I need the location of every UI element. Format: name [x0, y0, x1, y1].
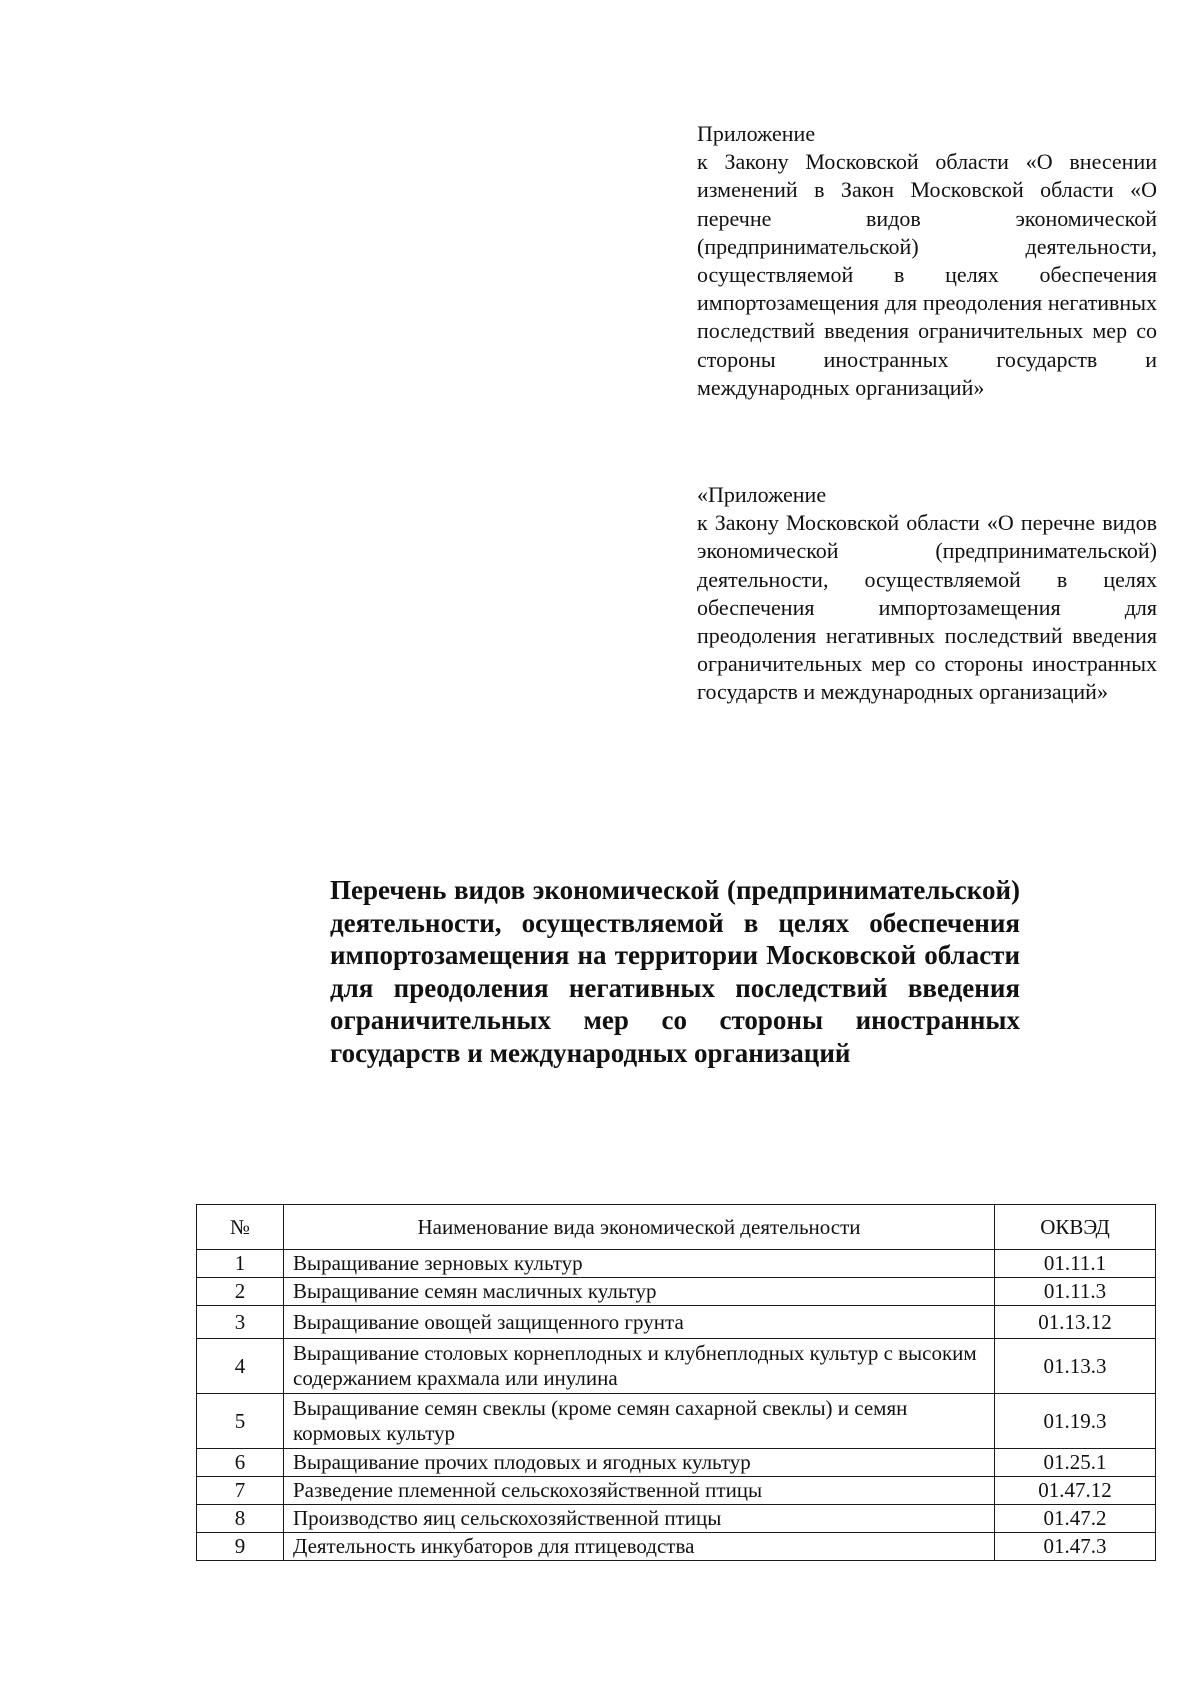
activity-name: Производство яиц сельскохозяйственной птицы — [284, 1505, 995, 1533]
appendix-note-amendment — [697, 120, 1157, 402]
appendix-heading: «Приложение — [697, 482, 827, 507]
row-number: 1 — [197, 1250, 284, 1278]
table-header-row — [197, 1205, 1156, 1250]
table-row — [197, 1505, 1156, 1533]
okved-code: 01.25.1 — [995, 1449, 1156, 1477]
activity-name: Деятельность инкубаторов для птицеводства — [284, 1533, 995, 1561]
activity-name: Выращивание прочих плодовых и ягодных культур — [284, 1449, 995, 1477]
activity-name: Выращивание зерновых культур — [284, 1250, 995, 1278]
row-number: 6 — [197, 1449, 284, 1477]
document-title: Перечень видов экономической (предпринимательской) деятельности, осуществляемой в целях обеспечения импортозамещения на территории Московской области для преодоления негативных последствий введения ограничительных мер со стороны иностранных государств и международных организаций — [330, 875, 1020, 1068]
row-number: 4 — [197, 1339, 284, 1394]
table-row — [197, 1278, 1156, 1306]
column-header-name: Наименование вида экономической деятельности — [284, 1205, 995, 1250]
okved-code: 01.47.2 — [995, 1505, 1156, 1533]
okved-code: 01.19.3 — [995, 1394, 1156, 1449]
column-header-okved: ОКВЭД — [995, 1205, 1156, 1250]
row-number: 9 — [197, 1533, 284, 1561]
appendix-note-original-law — [697, 481, 1157, 707]
appendix-reference-text: к Закону Московской области «О перечне видов экономической (предпринимательской) деятельности, осуществляемой в целях обеспечения импортозамещения для преодоления негативных последствий введения ограничительных мер со стороны иностранных государств и международных организаций» — [697, 510, 1157, 705]
activities-table — [196, 1204, 1156, 1561]
okved-code: 01.11.1 — [995, 1250, 1156, 1278]
appendix-reference-text: к Закону Московской области «О внесении изменений в Закон Московской области «О перечне видов экономической (предпринимательской) деятельности, осуществляемой в целях обеспечения импортозамещения для преодоления негативных последствий введения ограничительных мер со стороны иностранных государств и международных организаций» — [697, 149, 1157, 400]
activity-name: Выращивание столовых корнеплодных и клубнеплодных культур с высоким содержанием крахмала или инулина — [284, 1339, 995, 1394]
row-number: 2 — [197, 1278, 284, 1306]
okved-code: 01.13.12 — [995, 1306, 1156, 1339]
okved-code: 01.47.3 — [995, 1533, 1156, 1561]
okved-code: 01.11.3 — [995, 1278, 1156, 1306]
appendix-heading: Приложение — [697, 121, 816, 146]
row-number: 8 — [197, 1505, 284, 1533]
activity-name: Выращивание овощей защищенного грунта — [284, 1306, 995, 1339]
table-row — [197, 1533, 1156, 1561]
table-row — [197, 1449, 1156, 1477]
table-row — [197, 1339, 1156, 1394]
activity-name: Выращивание семян масличных культур — [284, 1278, 995, 1306]
table-row — [197, 1477, 1156, 1505]
row-number: 3 — [197, 1306, 284, 1339]
okved-code: 01.47.12 — [995, 1477, 1156, 1505]
table-row — [197, 1394, 1156, 1449]
table-row — [197, 1306, 1156, 1339]
table-row — [197, 1250, 1156, 1278]
row-number: 7 — [197, 1477, 284, 1505]
okved-code: 01.13.3 — [995, 1339, 1156, 1394]
row-number: 5 — [197, 1394, 284, 1449]
column-header-number: № — [197, 1205, 284, 1250]
activity-name: Выращивание семян свеклы (кроме семян сахарной свеклы) и семян кормовых культур — [284, 1394, 995, 1449]
activity-name: Разведение племенной сельскохозяйственной птицы — [284, 1477, 995, 1505]
